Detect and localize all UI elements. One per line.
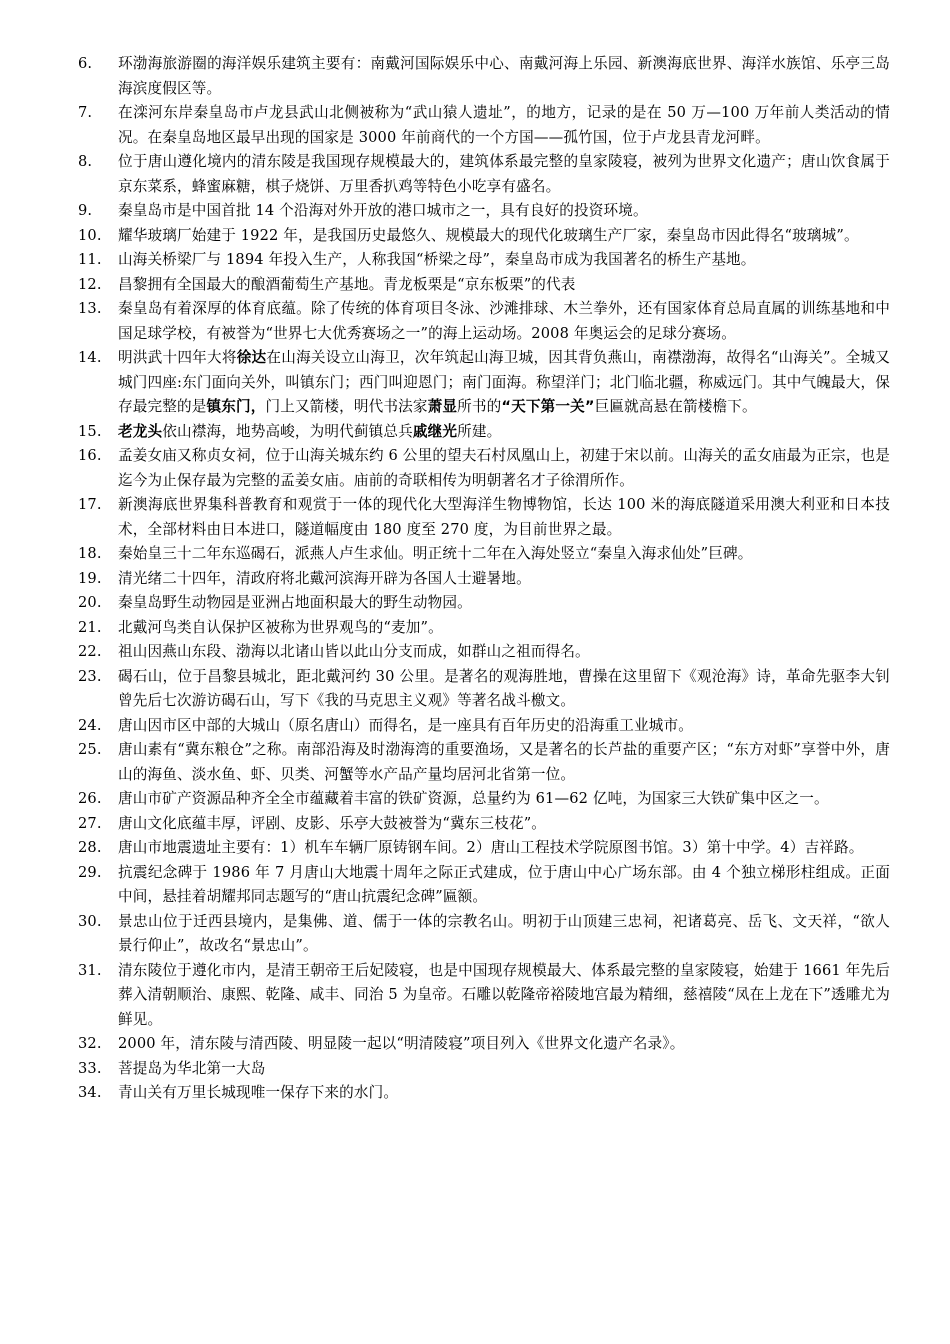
text-run: 昌黎拥有全国最大的酿酒葡萄生产基地。青龙板栗是“京东板栗”的代表	[118, 275, 576, 293]
list-item	[78, 493, 890, 542]
list-item-number: 22.	[78, 643, 102, 660]
list-item-number: 7.	[78, 104, 93, 121]
list-item	[78, 1057, 890, 1082]
bold-text: 老龙头	[118, 422, 163, 440]
list-item-number: 19.	[78, 569, 102, 587]
list-item	[78, 812, 890, 837]
list-item-text	[118, 420, 890, 445]
list-item-text	[118, 1057, 890, 1082]
list-item	[78, 224, 890, 249]
text-run: 景忠山位于迁西县境内，是集佛、道、儒于一体的宗教名山。明初于山顶建三忠祠，祀诸葛亮、岳飞、文天祥，“欲人景行仰止”，故改名“景忠山”。	[118, 912, 890, 954]
list-item-text	[118, 199, 890, 224]
bold-text: 萧显	[427, 398, 458, 415]
text-run: 抗震纪念碑于 1986 年 7 月唐山大地震十周年之际正式建成，位于唐山中心广场东部。由 4 个独立梯形柱组成。正面中间，悬挂着胡耀邦同志题写的“唐山抗震纪念碑”匾额。	[118, 863, 890, 905]
text-run: 碣石山，位于昌黎县城北，距北戴河约 30 公里。是著名的观海胜地，曹操在这里留下《观沧海》诗，革命先驱李大钊曾先后七次游访碣石山，写下《我的马克思主义观》等著名战斗檄文。	[118, 667, 890, 709]
list-item-text	[118, 248, 890, 273]
text-run: 门上又箭楼，明代书法家	[265, 398, 428, 415]
list-item-text	[118, 1081, 890, 1106]
list-item	[78, 273, 890, 298]
list-item-number: 10.	[78, 226, 102, 244]
text-run: 所书的	[457, 398, 502, 415]
text-run: 在山海关设立山海卫，次年筑起山海卫城，因其背负燕山，南襟渤海，故得名“山海关”。全城又城门四座:东门面向关外，叫镇东门；西门叫迎恩门；南门面海。称望洋门；北门临北疆，称威远门。其中气魄最大，保存最完整的是	[118, 349, 890, 415]
bold-text: “天下第一关”	[501, 398, 595, 415]
text-run: 孟姜女庙又称贞女祠，位于山海关城东约 6 公里的望夫石村凤凰山上，初建于宋以前。山海关的孟女庙最为正宗，也是迄今为止保存最为完整的孟姜女庙。庙前的奇联相传为明朝著名才子徐渭所作。	[118, 447, 890, 489]
list-item-text	[118, 836, 890, 861]
numbered-list	[78, 52, 890, 1106]
bold-text: 镇东门，	[206, 398, 266, 415]
list-item	[78, 836, 890, 861]
list-item-text	[118, 224, 890, 249]
list-item-text	[118, 861, 890, 910]
text-run: 山海关桥梁厂与 1894 年投入生产，人称我国“桥梁之母”，秦皇岛市成为我国著名的桥生产基地。	[118, 251, 756, 268]
text-run: 菩提岛为华北第一大岛	[118, 1059, 266, 1077]
text-run: 唐山市矿产资源品种齐全全市蕴藏着丰富的铁矿资源，总量约为 61—62 亿吨，为国家三大铁矿集中区之一。	[118, 790, 829, 807]
text-run: 秦皇岛有着深厚的体育底蕴。除了传统的体育项目冬泳、沙滩排球、木兰拳外，还有国家体育总局直属的训练基地和中国足球学校，有被誉为“世界七大优秀赛场之一”的海上运动场。2008 年奥运会的足球分赛场。	[118, 300, 890, 342]
list-item-number: 17.	[78, 496, 102, 513]
list-item-text	[118, 591, 890, 616]
list-item-number: 20.	[78, 594, 102, 611]
list-item-number: 34.	[78, 1084, 102, 1101]
list-item-number: 21.	[78, 618, 102, 636]
text-run: 唐山文化底蕴丰厚，评剧、皮影、乐亭大鼓被誉为“冀东三枝花”。	[118, 814, 547, 832]
list-item-text	[118, 714, 890, 739]
list-item-text	[118, 542, 890, 567]
text-run: 唐山市地震遗址主要有：1）机车车辆厂原铸钢车间。2）唐山工程技术学院原图书馆。3）第十中学。4）吉祥路。	[118, 839, 864, 856]
list-item	[78, 1032, 890, 1057]
list-item-number: 12.	[78, 275, 102, 293]
list-item-number: 14.	[78, 349, 102, 366]
text-run: 唐山因市区中部的大城山（原名唐山）而得名，是一座具有百年历史的沿海重工业城市。	[118, 716, 694, 734]
list-item	[78, 346, 890, 420]
text-run: 新澳海底世界集科普教育和观赏于一体的现代化大型海洋生物博物馆，长达 100 米的海底隧道采用澳大利亚和日本技术，全部材料由日本进口，隧道幅度由 180 度至 270 度，为目前世界之最。	[118, 496, 890, 538]
list-item-text	[118, 567, 890, 592]
list-item-text	[118, 738, 890, 787]
list-item	[78, 444, 890, 493]
list-item	[78, 616, 890, 641]
list-item	[78, 591, 890, 616]
text-run: 2000 年，清东陵与清西陵、明显陵一起以“明清陵寝”项目列入《世界文化遗产名录》。	[118, 1035, 685, 1052]
text-run: 耀华玻璃厂始建于 1922 年，是我国历史最悠久、规模最大的现代化玻璃生产厂家，秦皇岛市因此得名“玻璃城”。	[118, 226, 859, 244]
list-item-number: 23.	[78, 667, 102, 685]
list-item-text	[118, 910, 890, 959]
text-run: 秦皇岛野生动物园是亚洲占地面积最大的野生动物园。	[118, 594, 472, 611]
text-run: 青山关有万里长城现唯一保存下来的水门。	[118, 1084, 399, 1101]
text-run: 巨匾就高悬在箭楼檐下。	[594, 398, 757, 415]
text-run: 清光绪二十四年，清政府将北戴河滨海开辟为各国人士避暑地。	[118, 569, 531, 587]
bold-text: 戚继光	[412, 422, 458, 440]
list-item-number: 18.	[78, 545, 102, 562]
list-item	[78, 101, 890, 150]
text-run: 位于唐山遵化境内的清东陵是我国现存规模最大的，建筑体系最完整的皇家陵寝，被列为世界文化遗产；唐山饮食属于京东菜系，蜂蜜麻糖，棋子烧饼、万里香扒鸡等特色小吃享有盛名。	[118, 153, 890, 195]
list-item-number: 11.	[78, 251, 102, 268]
list-item	[78, 861, 890, 910]
text-run: 所建。	[457, 422, 502, 440]
list-item-number: 27.	[78, 814, 102, 832]
list-item	[78, 640, 890, 665]
list-item-text	[118, 616, 890, 641]
list-item-number: 13.	[78, 300, 102, 317]
list-item-text	[118, 52, 890, 101]
list-item	[78, 714, 890, 739]
list-item-text	[118, 493, 890, 542]
list-item-text	[118, 273, 890, 298]
list-item	[78, 199, 890, 224]
list-item-number: 33.	[78, 1059, 102, 1077]
list-item	[78, 567, 890, 592]
list-item-text	[118, 297, 890, 346]
list-item-text	[118, 665, 890, 714]
list-item	[78, 910, 890, 959]
list-item	[78, 787, 890, 812]
text-run: 依山襟海，地势高峻，为明代蓟镇总兵	[162, 422, 413, 440]
list-item	[78, 248, 890, 273]
list-item-number: 15.	[78, 422, 102, 440]
list-item	[78, 420, 890, 445]
list-item-text	[118, 787, 890, 812]
list-item	[78, 1081, 890, 1106]
list-item-number: 8.	[78, 153, 93, 170]
list-item-text	[118, 640, 890, 665]
list-item-text	[118, 101, 890, 150]
text-run: 祖山因燕山东段、渤海以北诸山皆以此山分支而成，如群山之祖而得名。	[118, 643, 590, 660]
list-item-number: 31.	[78, 961, 102, 979]
list-item-text	[118, 959, 890, 1033]
list-item-number: 9.	[78, 202, 93, 219]
list-item-number: 30.	[78, 912, 102, 930]
list-item	[78, 665, 890, 714]
list-item-text	[118, 444, 890, 493]
list-item	[78, 738, 890, 787]
list-item-number: 26.	[78, 790, 102, 807]
text-run: 清东陵位于遵化市内，是清王朝帝王后妃陵寝，也是中国现存规模最大、体系最完整的皇家陵寝，始建于 1661 年先后葬入清朝顺治、康熙、乾隆、咸丰、同治 5 为皇帝。石雕以乾隆帝裕陵地宫最为精细，慈禧陵“凤在上龙在下”透雕尤为鲜见。	[118, 961, 890, 1028]
list-item	[78, 150, 890, 199]
text-run: 明洪武十四年大将	[118, 349, 237, 366]
list-item-number: 28.	[78, 839, 102, 856]
list-item-text	[118, 812, 890, 837]
text-run: 秦始皇三十二年东巡碣石，派燕人卢生求仙。明正统十二年在入海处竖立“秦皇入海求仙处”巨碑。	[118, 545, 753, 562]
list-item-number: 29.	[78, 863, 102, 881]
list-item	[78, 959, 890, 1033]
text-run: 秦皇岛市是中国首批 14 个沿海对外开放的港口城市之一，具有良好的投资环境。	[118, 202, 648, 219]
text-run: 唐山素有“冀东粮仓”之称。南部沿海及时渤海湾的重要渔场，又是著名的长芦盐的重要产区；“东方对虾”享誉中外，唐山的海鱼、淡水鱼、虾、贝类、河蟹等水产品产量均居河北省第一位。	[118, 741, 890, 783]
list-item	[78, 52, 890, 101]
list-item-text	[118, 346, 890, 420]
text-run: 环渤海旅游圈的海洋娱乐建筑主要有：南戴河国际娱乐中心、南戴河海上乐园、新澳海底世界、海洋水族馆、乐亭三岛海滨度假区等。	[118, 55, 890, 97]
list-item	[78, 542, 890, 567]
list-item-number: 25.	[78, 741, 102, 758]
list-item-number: 24.	[78, 716, 102, 734]
list-item-number: 6.	[78, 55, 93, 72]
list-item-number: 16.	[78, 447, 102, 464]
list-item-text	[118, 1032, 890, 1057]
list-item	[78, 297, 890, 346]
bold-text: 徐达	[236, 349, 267, 366]
text-run: 北戴河鸟类自认保护区被称为世界观鸟的“麦加”。	[118, 618, 443, 636]
list-item-text	[118, 150, 890, 199]
list-item-number: 32.	[78, 1035, 102, 1052]
text-run: 在滦河东岸秦皇岛市卢龙县武山北侧被称为“武山猿人遗址”，的地方，记录的是在 50 万—100 万年前人类活动的情况。在秦皇岛地区最早出现的国家是 3000 年前商代的一个方国——孤竹国，位于卢龙县青龙河畔。	[118, 104, 890, 146]
